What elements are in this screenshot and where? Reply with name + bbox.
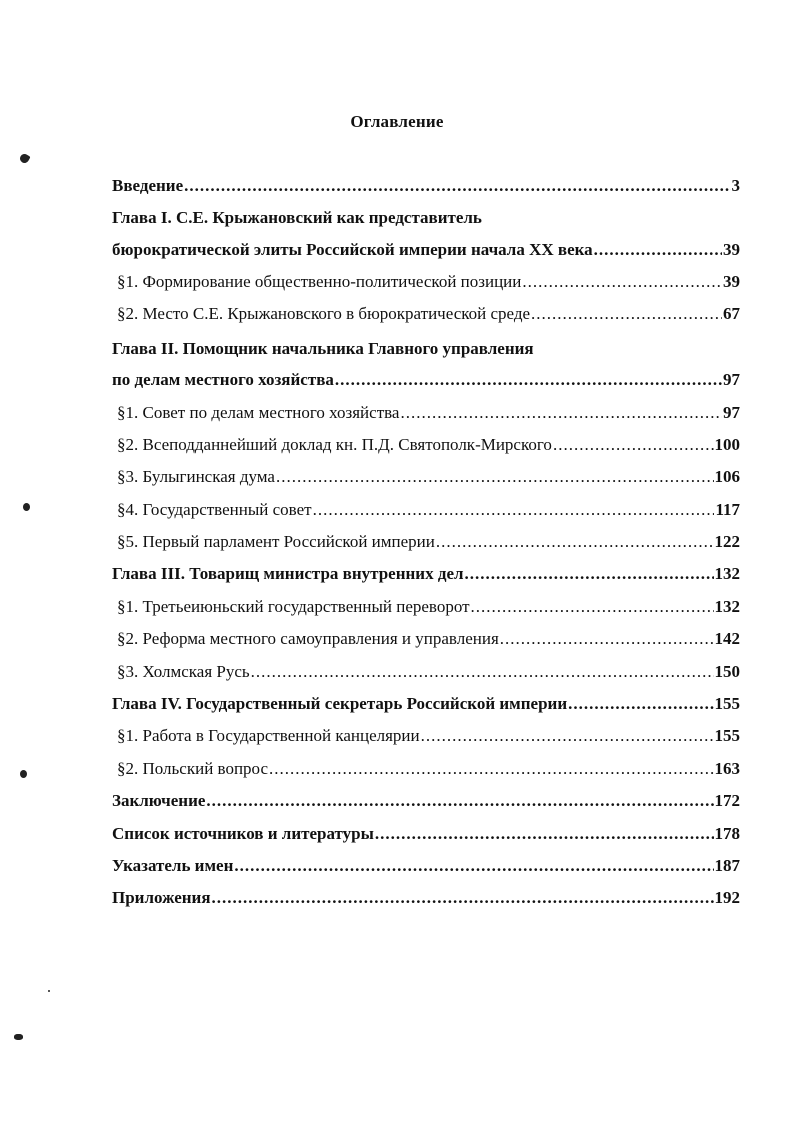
toc-leader-dots: [184, 175, 730, 197]
toc-entry-page: 155: [714, 726, 740, 745]
toc-entry-text: §2. Польский вопрос: [117, 759, 269, 778]
toc-entry-text: Глава III. Товарищ министра внутренних дел: [112, 564, 464, 583]
scan-hole-mark: [23, 503, 30, 511]
toc-entry-4-1[interactable]: [117, 725, 740, 747]
toc-entry-page: 122: [714, 532, 740, 551]
toc-entry-3-3[interactable]: [117, 661, 740, 683]
toc-entry-2-2[interactable]: [117, 434, 740, 456]
toc-leader-dots: [206, 790, 713, 812]
toc-entry-text: Указатель имен: [112, 856, 234, 875]
toc-entry-page: 178: [714, 824, 740, 843]
toc-entry-3-1[interactable]: [117, 596, 740, 618]
toc-entry-chapter-2-heading[interactable]: [112, 338, 740, 360]
toc-entry-page: 132: [714, 564, 740, 583]
toc-leader-dots: [375, 823, 714, 845]
toc-entry-name-index[interactable]: [112, 855, 740, 877]
toc-entry-page: 3: [731, 176, 740, 195]
toc-entry-chapter-4[interactable]: [112, 693, 740, 715]
toc-leader-dots: [421, 725, 714, 747]
toc-entry-introduction[interactable]: [112, 175, 740, 197]
toc-leader-dots: [234, 855, 713, 877]
toc-leader-dots: [251, 661, 714, 683]
toc-entry-page: 117: [715, 500, 740, 519]
toc-entry-1-1[interactable]: [117, 271, 740, 293]
toc-entry-page: 172: [714, 791, 740, 810]
toc-entry-text: §3. Булыгинская дума: [117, 467, 275, 486]
scan-speck-mark: [48, 990, 50, 992]
toc-leader-dots: [568, 693, 713, 715]
toc-entry-page: 39: [723, 272, 740, 291]
toc-leader-dots: [471, 596, 714, 618]
toc-entry-bibliography[interactable]: [112, 823, 740, 845]
toc-entry-text: Введение: [112, 176, 184, 195]
toc-entry-page: 67: [723, 304, 740, 323]
scan-hole-mark: [20, 770, 27, 778]
toc-entry-2-4[interactable]: [117, 499, 740, 521]
toc-entry-page: 142: [714, 629, 740, 648]
toc-entry-text: §5. Первый парламент Российской империи: [117, 532, 435, 551]
toc-entry-conclusion[interactable]: [112, 790, 740, 812]
toc-entry-text: по делам местного хозяйства: [112, 370, 334, 389]
toc-leader-dots: [436, 531, 714, 553]
toc-entry-text: §4. Государственный совет: [117, 500, 312, 519]
toc-entry-text: Приложения: [112, 888, 211, 907]
toc-entry-page: 132: [714, 597, 740, 616]
toc-entry-chapter-2[interactable]: [112, 369, 740, 391]
toc-entry-text: §2. Реформа местного самоуправления и управления: [117, 629, 499, 648]
toc-leader-dots: [553, 434, 714, 456]
toc-entry-3-2[interactable]: [117, 628, 740, 650]
toc-entry-page: 100: [714, 435, 740, 454]
toc-leader-dots: [500, 628, 714, 650]
toc-leader-dots: [522, 271, 722, 293]
toc-entry-text: Глава I. С.Е. Крыжановский как представитель: [112, 208, 482, 227]
toc-leader-dots: [269, 758, 713, 780]
toc-entry-page: 187: [714, 856, 740, 875]
toc-entry-2-3[interactable]: [117, 466, 740, 488]
toc-leader-dots: [594, 239, 722, 261]
toc-entry-text: §2. Всеподданнейший доклад кн. П.Д. Святополк-Мирского: [117, 435, 552, 454]
toc-entry-text: Заключение: [112, 791, 206, 810]
toc-entry-text: Список источников и литературы: [112, 824, 374, 843]
toc-entry-page: 150: [714, 662, 740, 681]
toc-entry-text: §1. Совет по делам местного хозяйства: [117, 403, 400, 422]
toc-entry-page: 192: [714, 888, 740, 907]
toc-entry-text: бюрократической элиты Российской империи начала XX века: [112, 240, 593, 259]
toc-leader-dots: [276, 466, 714, 488]
toc-entry-text: §3. Холмская Русь: [117, 662, 250, 681]
scan-hole-mark: [14, 1034, 23, 1040]
toc-entry-4-2[interactable]: [117, 758, 740, 780]
toc-entry-appendices[interactable]: [112, 887, 740, 909]
toc-entry-page: 97: [723, 403, 740, 422]
toc-entry-text: Глава IV. Государственный секретарь Российской империи: [112, 694, 568, 713]
toc-entry-page: 39: [723, 240, 740, 259]
toc-leader-dots: [531, 303, 722, 325]
toc-entry-2-1[interactable]: [117, 402, 740, 424]
toc-entry-page: 106: [714, 467, 740, 486]
toc-entry-page: 163: [714, 759, 740, 778]
toc-entry-text: Глава II. Помощник начальника Главного управления: [112, 339, 534, 358]
toc-leader-dots: [212, 887, 714, 909]
toc-entry-text: §2. Место С.Е. Крыжановского в бюрократической среде: [117, 304, 531, 323]
page-title: Оглавление: [350, 112, 444, 131]
toc-entry-chapter-1[interactable]: [112, 239, 740, 261]
toc-leader-dots: [335, 369, 722, 391]
toc-entry-page: 155: [714, 694, 740, 713]
toc-leader-dots: [465, 563, 714, 585]
toc-entry-2-5[interactable]: [117, 531, 740, 553]
toc-leader-dots: [313, 499, 715, 521]
toc-entry-chapter-1-heading[interactable]: [112, 207, 740, 229]
toc-entry-text: §1. Работа в Государственной канцелярии: [117, 726, 420, 745]
toc-entry-page: 97: [723, 370, 740, 389]
toc-entry-1-2[interactable]: [117, 303, 740, 325]
toc-entry-text: §1. Формирование общественно-политической позиции: [117, 272, 522, 291]
toc-entry-chapter-3[interactable]: [112, 563, 740, 585]
toc-entry-text: §1. Третьеиюньский государственный переворот: [117, 597, 470, 616]
toc-leader-dots: [400, 402, 722, 424]
